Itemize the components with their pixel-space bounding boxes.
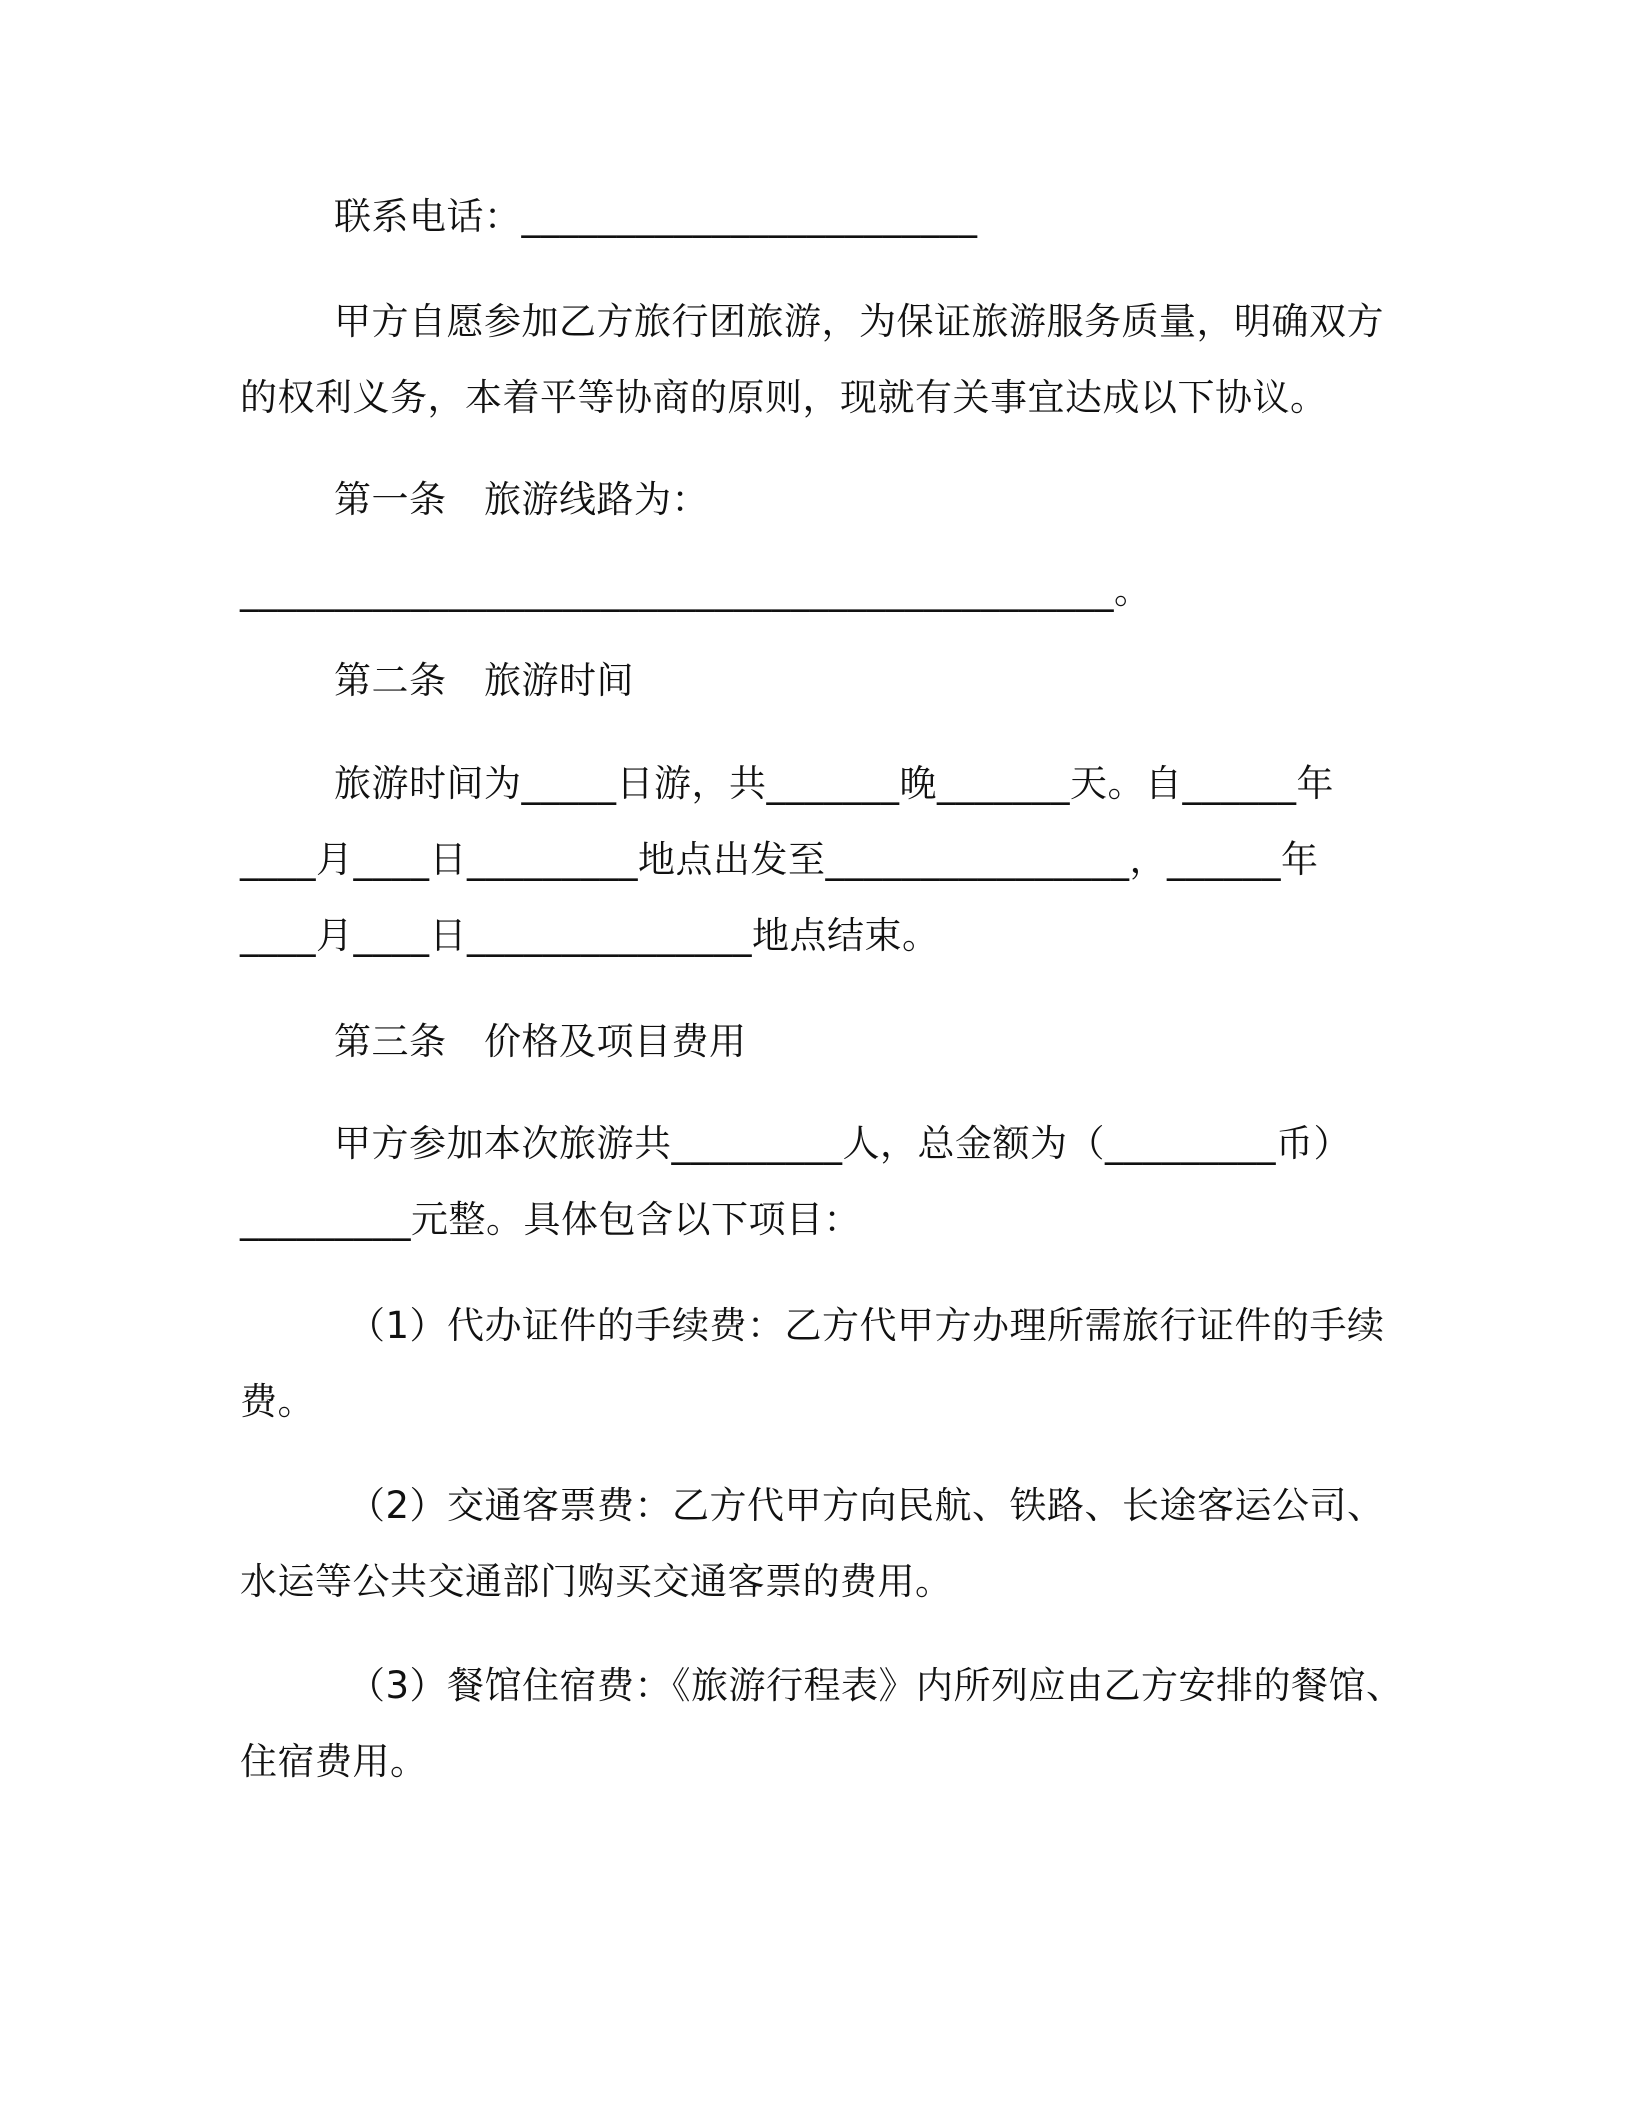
intro-paragraph-line-1: 甲方自愿参加乙方旅行团旅游，为保证旅游服务质量，明确双方 bbox=[334, 300, 1384, 343]
article-3-heading: 第三条 价格及项目费用 bbox=[334, 1020, 747, 1063]
article-2-line-2: ____月____日_________地点出发至________________，______年 bbox=[240, 838, 1319, 881]
article-1-route-blank: ______________________________________________。 bbox=[240, 569, 1152, 612]
article-1-heading: 第一条 旅游线路为： bbox=[334, 478, 709, 521]
item-3-line-2: 住宿费用。 bbox=[240, 1740, 428, 1783]
contact-phone-line: 联系电话：________________________ bbox=[334, 195, 978, 238]
item-2-line-1: （2）交通客票费：乙方代甲方向民航、铁路、长途客运公司、 bbox=[348, 1484, 1385, 1527]
item-2-line-2: 水运等公共交通部门购买交通客票的费用。 bbox=[240, 1560, 953, 1603]
article-3-line-1: 甲方参加本次旅游共_________人，总金额为（_________币） bbox=[334, 1122, 1351, 1165]
item-1-line-1: （1）代办证件的手续费：乙方代甲方办理所需旅行证件的手续 bbox=[348, 1304, 1385, 1347]
item-1-line-2: 费。 bbox=[240, 1380, 315, 1423]
intro-paragraph-line-2: 的权利义务，本着平等协商的原则，现就有关事宜达成以下协议。 bbox=[240, 376, 1328, 419]
article-2-line-3: ____月____日_______________地点结束。 bbox=[240, 914, 940, 957]
item-3-line-1: （3）餐馆住宿费：《旅游行程表》内所列应由乙方安排的餐馆、 bbox=[348, 1664, 1404, 1707]
article-2-line-1: 旅游时间为_____日游，共_______晚_______天。自______年 bbox=[334, 762, 1334, 805]
article-2-heading: 第二条 旅游时间 bbox=[334, 659, 634, 702]
article-3-line-2: _________元整。具体包含以下项目： bbox=[240, 1198, 861, 1241]
